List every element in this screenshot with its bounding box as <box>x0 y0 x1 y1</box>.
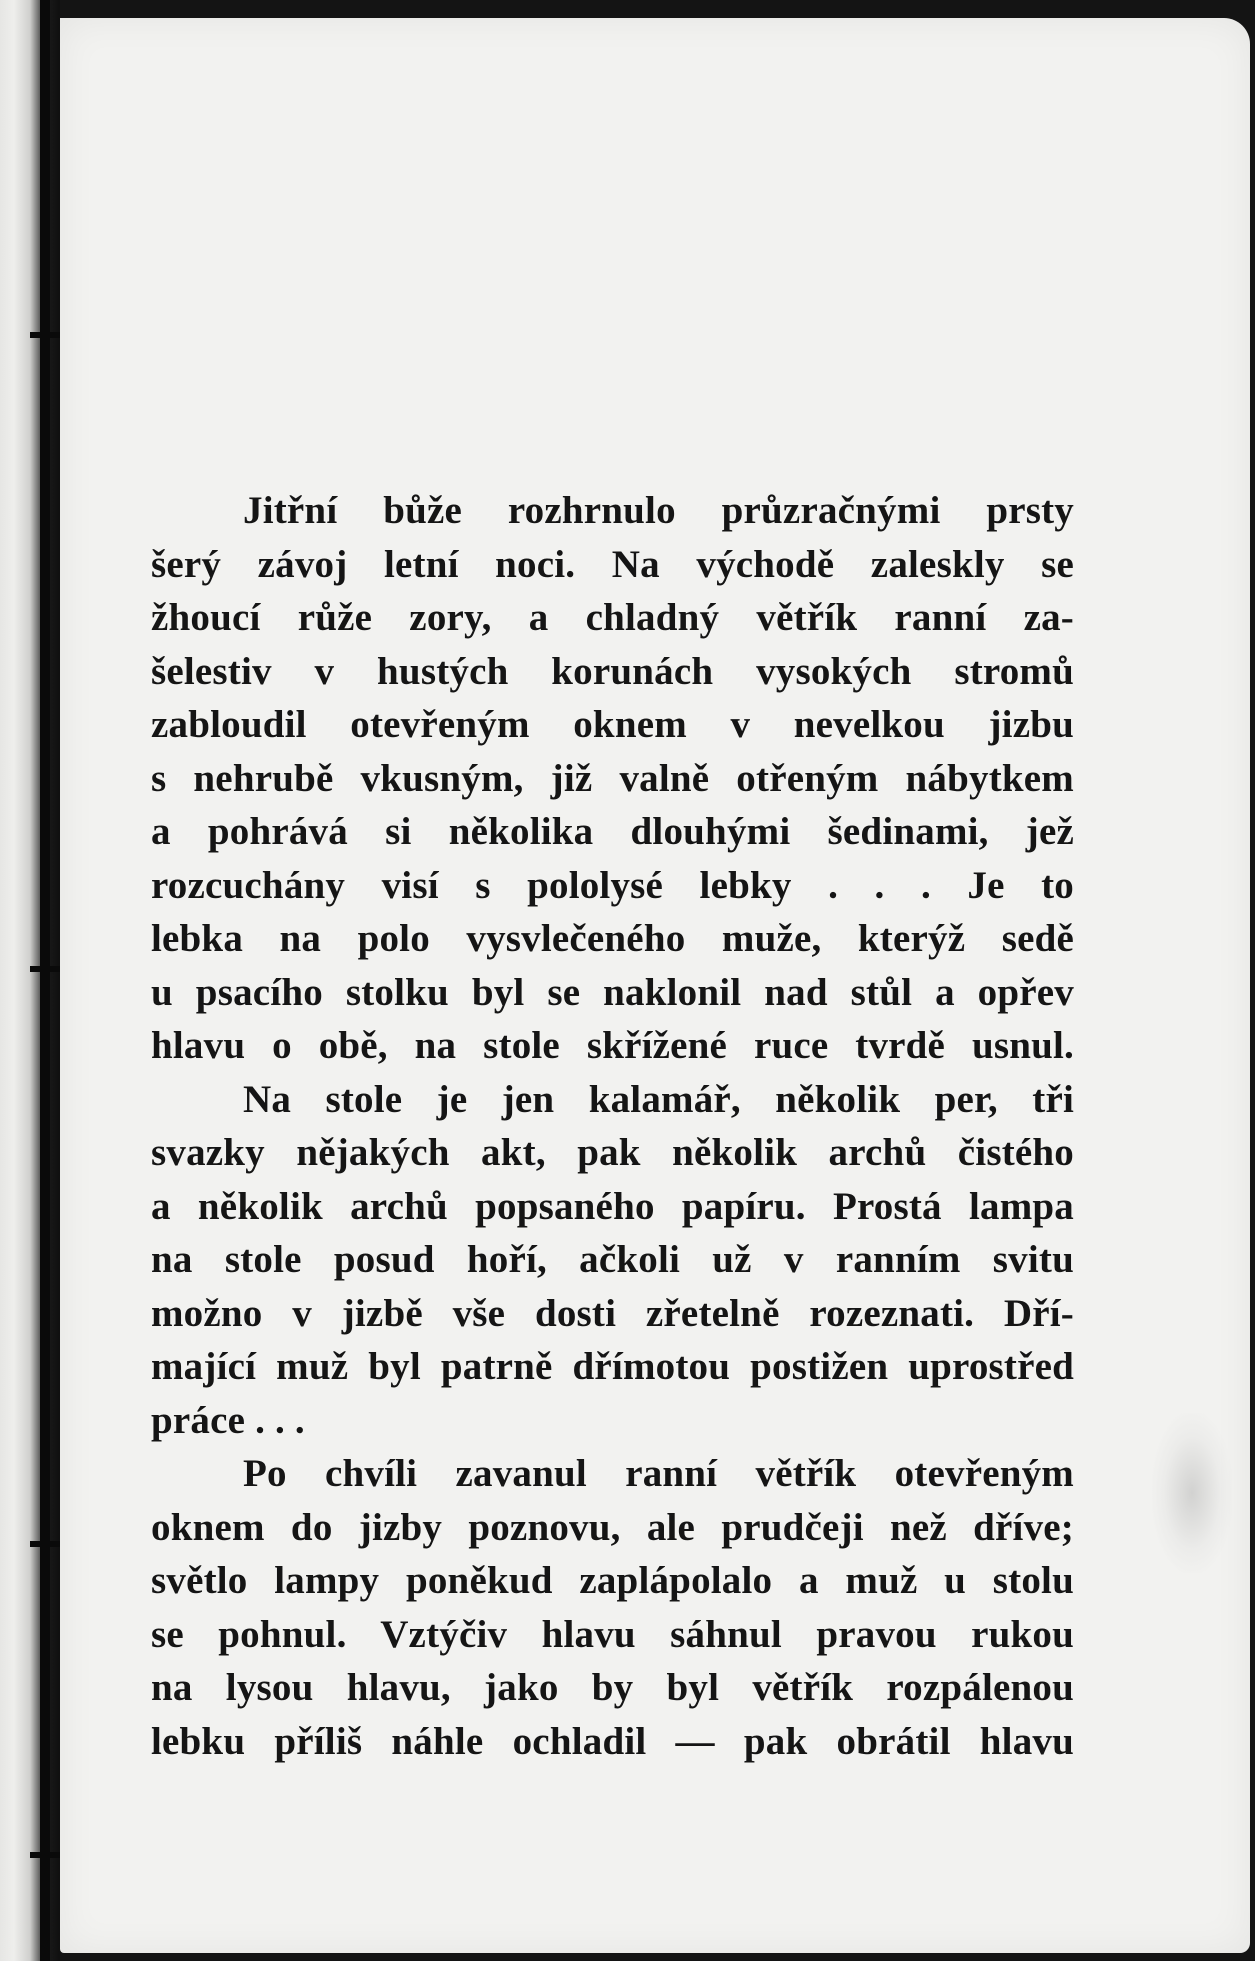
text-line: lebka na polo vysvlečeného muže, kterýž sedě <box>151 917 1074 960</box>
text-line: možno v jizbě vše dosti zřetelně rozeznati. Dří- <box>151 1291 1074 1335</box>
text-line: hlavu o obě, na stole skřížené ruce tvrdě usnul. <box>151 1024 1074 1067</box>
book-gutter <box>0 0 60 1961</box>
text-line: a pohrává si několika dlouhými šedinami, jež <box>151 810 1074 853</box>
text-line: lebku příliš náhle ochladil — pak obrátil hlavu <box>151 1719 1074 1763</box>
binding-stitch <box>30 332 64 338</box>
body-text <box>151 484 1074 1768</box>
text-line: světlo lampy poněkud zaplápolalo a muž u stolu <box>151 1559 1074 1602</box>
text-line: se pohnul. Vztýčiv hlavu sáhnul pravou rukou <box>151 1612 1074 1656</box>
text-line: oknem do jizby poznovu, ale prudčeji než dříve; <box>151 1505 1074 1549</box>
paper-stain <box>1152 1413 1232 1573</box>
text-line: šelestiv v hustých korunách vysokých stromů <box>151 649 1074 693</box>
text-line: na lysou hlavu, jako by byl větřík rozpálenou <box>151 1666 1074 1709</box>
text-line: s nehrubě vkusným, již valně otřeným nábytkem <box>151 756 1074 800</box>
text-line: rozcuchány visí s pololysé lebky . . . Je to <box>151 863 1074 907</box>
binding-stitch <box>30 966 64 972</box>
text-line: žhoucí růže zory, a chladný větřík ranní za- <box>151 596 1074 639</box>
text-line: Na stole je jen kalamář, několik per, tři <box>243 1077 1074 1121</box>
text-line: a několik archů popsaného papíru. Prostá lampa <box>151 1184 1074 1228</box>
text-line: Jitřní bůže rozhrnulo průzračnými prsty <box>243 489 1074 532</box>
text-line: na stole posud hoří, ačkoli už v ranním svitu <box>151 1238 1074 1281</box>
binding-stitch <box>30 1541 64 1547</box>
text-line: šerý závoj letní noci. Na východě zaleskly se <box>151 542 1074 586</box>
text-line: práce . . . <box>151 1398 305 1442</box>
text-line: svazky nějakých akt, pak několik archů čistého <box>151 1131 1074 1174</box>
text-line: zabloudil otevřeným oknem v nevelkou jizbu <box>151 703 1074 746</box>
binding-stitch <box>30 1852 64 1858</box>
text-line: u psacího stolku byl se naklonil nad stůl a opřev <box>151 970 1074 1014</box>
text-line: mající muž byl patrně dřímotou postižen uprostřed <box>151 1345 1074 1388</box>
text-line: Po chvíli zavanul ranní větřík otevřeným <box>243 1452 1074 1495</box>
binding-edge <box>40 0 50 1961</box>
